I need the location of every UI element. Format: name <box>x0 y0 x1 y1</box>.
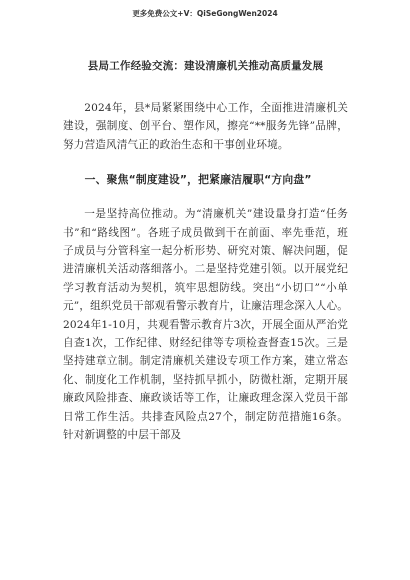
document-title: 县局工作经验交流：建设清廉机关推动高质量发展 <box>87 60 324 72</box>
document <box>63 58 348 445</box>
body-paragraph: 一是坚持高位推动。为“清廉机关”建设量身打造“任务书”和“路线图”。各班子成员做到干在前面、率先垂范，班子成员与分管科室一起分析形势、研究对策、解决问题，促进清廉机关活动落细落小。二是坚持党建引领。以开展党纪学习教育活动为契机，筑牢思想防线。突出“小切口”“小单元”，组织党员干部观看警示教育片，让廉洁理念深入人心。2024年1-10月，共观看警示教育片3次，开展全面从严治党自查1次，工作纪律、财经纪律等专项检查督查15次。三是坚持建章立制。制定清廉机关建设专项工作方案，建立常态化、制度化工作机制，坚持抓早抓小，防微杜渐，定期开展廉政风险排查、廉政谈话等工作，让廉政理念深入党员干部日常工作生活。共排查风险点27个，制定防范措施16条。针对新调整的中层干部及 <box>63 208 348 442</box>
intro-paragraph: 2024年，县*局紧紧围绕中心工作，全面推进清廉机关建设，强制度、创平台、塑作风，擦亮“**服务先锋”品牌，努力营造风清气正的政治生态和干事创业环境。 <box>63 102 348 151</box>
header-note: 更多免费公文+V：QiSeGongWen2024 <box>132 9 278 18</box>
section-heading: 一、聚焦“制度建设”，把紧廉洁履职“方向盘” <box>84 173 312 187</box>
